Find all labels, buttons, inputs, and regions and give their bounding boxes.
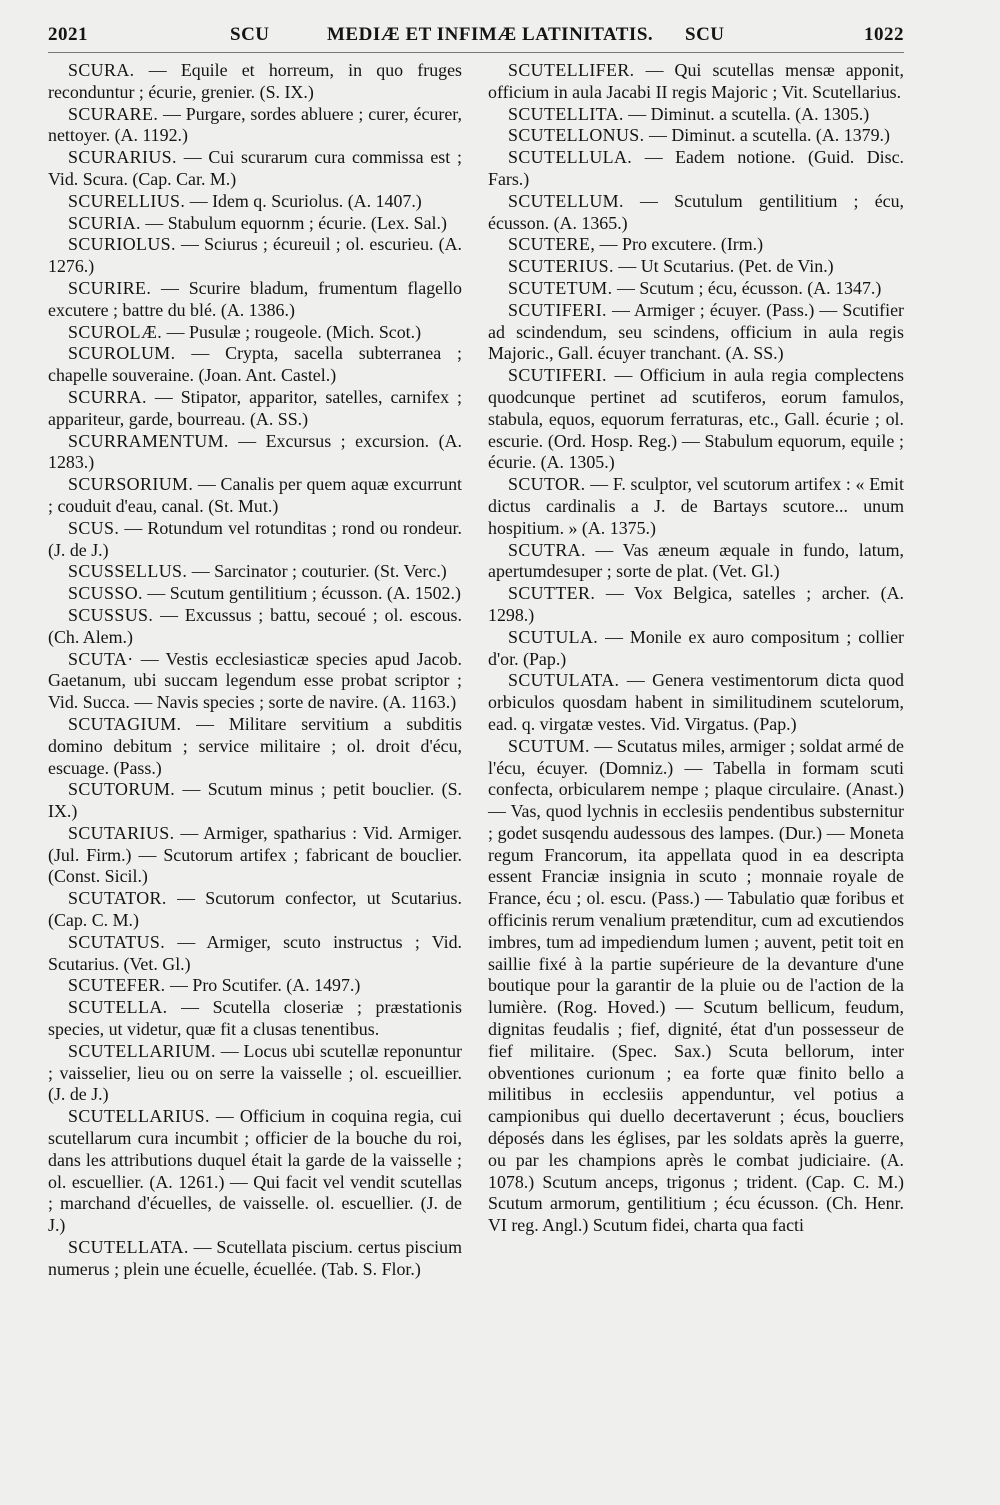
entry-definition: — Armiger, spatharius : Vid. Armiger. (Jul. Firm.) — Scutorum artifex ; fabricant de bouclier. (Const. Sicil.) <box>48 822 462 887</box>
running-head-right: SCU <box>685 24 725 45</box>
entry-definition: — Pusulæ ; rougeole. (Mich. Scot.) <box>162 321 422 342</box>
entry-headword: SCURIRE. <box>68 277 152 298</box>
entry-headword: SCUTTER. <box>508 583 596 604</box>
entry-headword: SCUTELLATA. <box>68 1237 189 1258</box>
entry-definition: — Vox Belgica, satelles ; archer. (A. 1298.) <box>488 583 904 625</box>
dictionary-entry <box>48 888 462 932</box>
dictionary-entry <box>48 1237 462 1281</box>
entry-definition: — Excussus ; battu, secoué ; ol. escous. (Ch. Alem.) <box>48 604 462 647</box>
dictionary-entry <box>488 256 904 278</box>
header-rule <box>48 52 904 53</box>
entry-headword: SCURARE. <box>68 103 159 124</box>
dictionary-entry <box>488 191 904 235</box>
dictionary-entry <box>48 649 462 714</box>
dictionary-entry <box>48 714 462 779</box>
dictionary-entry <box>488 60 904 104</box>
entry-headword: SCUTULATA. <box>508 670 620 691</box>
right-column <box>488 60 904 1237</box>
entry-definition: — Equile et horreum, in quo fruges reconduntur ; écurie, grenier. (S. IX.) <box>48 60 462 102</box>
dictionary-entry <box>488 474 904 539</box>
entry-headword: SCUTELLITA. <box>508 103 624 124</box>
dictionary-entry <box>48 191 462 213</box>
entry-headword: SCUROLÆ. <box>68 321 163 342</box>
dictionary-entry <box>48 343 462 387</box>
running-header <box>48 24 904 50</box>
entry-headword: SCURRA. <box>68 386 147 407</box>
entry-headword: SCURIA. <box>68 212 141 233</box>
entry-definition: — Canalis per quem aquæ excurrunt ; couduit d'eau, canal. (St. Mut.) <box>48 474 462 516</box>
entry-headword: SCUSSELLUS. <box>68 561 188 582</box>
entry-definition: — Rotundum vel rotunditas ; rond ou rondeur. (J. de J.) <box>48 517 462 560</box>
entry-definition: — Idem q. Scuriolus. (A. 1407.) <box>185 190 422 211</box>
left-column <box>48 60 462 1281</box>
entry-headword: SCURIOLUS. <box>68 234 176 255</box>
entry-definition: — Armiger, scuto instructus ; Vid. Scutarius. (Vet. Gl.) <box>48 931 462 974</box>
dictionary-entry <box>488 365 904 474</box>
dictionary-entry <box>488 300 904 365</box>
dictionary-entry <box>48 518 462 562</box>
dictionary-entry <box>488 736 904 1237</box>
dictionary-entry <box>48 60 462 104</box>
entry-headword: SCURRAMENTUM. <box>68 430 229 451</box>
dictionary-entry <box>48 823 462 888</box>
entry-definition: — Scutum gentilitium ; écusson. (A. 1502.) <box>142 583 461 604</box>
entry-definition: — Ut Scutarius. (Pet. de Vin.) <box>613 256 834 277</box>
entry-definition: — Monile ex auro compositum ; collier d'or. (Pap.) <box>488 626 904 669</box>
entry-definition: — Officium in aula regia complectens quodcunque pertinet ad scutiferos, eorum famulos, stabula, equos, equorum ferraturas, etc., Gall. écurie ; ol. escurie. (Ord. Hosp. Reg.) — Stabulum equorum, equile ; écurie. (A. 1305.) <box>488 365 904 473</box>
entry-definition: — Stabulum equornm ; écurie. (Lex. Sal.) <box>140 212 447 233</box>
dictionary-entry <box>488 104 904 126</box>
entry-definition: — Militare servitium a subditis domino debitum ; service militaire ; ol. droit d'écu, escuage. (Pass.) <box>48 713 462 778</box>
entry-headword: SCUTIFERI. <box>508 299 607 320</box>
dictionary-entry <box>48 605 462 649</box>
entry-headword: SCUTELLIFER. <box>508 60 635 80</box>
page-number-right: 1022 <box>864 24 904 45</box>
dictionary-entry <box>488 147 904 191</box>
entry-headword: SCURARIUS. <box>68 147 177 168</box>
entry-definition: — F. sculptor, vel scutorum artifex : « Emit dictus cardinalis a J. de Bartays scutore... unum hospitium. » (A. 1375.) <box>488 474 904 538</box>
entry-definition: — Eadem notione. (Guid. Disc. Fars.) <box>488 147 904 189</box>
entry-headword: SCUTRA. <box>508 539 586 560</box>
entry-headword: SCURA. <box>68 60 135 80</box>
entry-definition: — Excursus ; excursion. (A. 1283.) <box>48 430 462 473</box>
entry-headword: SCUTULA. <box>508 626 599 647</box>
entry-definition: — Scutella closeriæ ; præstationis species, ut videtur, quæ fit a clusas tenentibus. <box>48 997 462 1040</box>
entry-headword: SCUTETUM. <box>508 277 613 298</box>
entry-headword: SCUSSO. <box>68 583 143 604</box>
dictionary-entry <box>48 322 462 344</box>
entry-definition: — Scutellata piscium. certus piscium numerus ; plein une écuelle, écuellée. (Tab. S. Flor.) <box>48 1237 462 1279</box>
dictionary-entry <box>48 104 462 148</box>
dictionary-entry <box>488 540 904 584</box>
dictionary-entry <box>48 975 462 997</box>
entry-definition: — Purgare, sordes abluere ; curer, écurer, nettoyer. (A. 1192.) <box>48 103 462 146</box>
dictionary-entry <box>48 561 462 583</box>
entry-headword: SCURELLIUS. <box>68 190 186 211</box>
running-title: MEDIÆ ET INFIMÆ LATINITATIS. <box>327 24 654 45</box>
entry-headword: SCUSSUS. <box>68 604 154 625</box>
entry-definition: — Scutatus miles, armiger ; soldat armé de l'écu, écuyer. (Domniz.) — Tabella in formam scuti confecta, orbicularem nempe ; plaque circulaire. (Anast.) — Vas, quod lychnis in ecclesiis pendentibus substernitur ; godet susqendu audessous des lampes. (Dur.) — Moneta regum Francorum, ita appellata quod in ea descripta essent Franciæ insignia in scuto ; monnaie royale de France, écu ; ol. escu. (Pass.) — Tabulatio quæ foribus et officinis rerum venalium prætenditur, cum ad excutiendos imbres, tum ad impediendum lumen ; auvent, petit toit en saillie fixé à la partie supérieure de la devanture d'une boutique pour la garantir de la pluie ou de l'action de la lumière. (Rog. Hoved.) — Scutum bellicum, feudum, dignitas feudalis ; fief, dignité, état d'un possesseur de fief militaire. (Spec. Sax.) Scuta bellorum, inter obventiones curionum ; ea forte quæ finito bello a militibus in ecclesiis appenduntur, vel potius a campionibus qui duello decertaverunt ; écus, boucliers déposés dans les églises, par les soldats après la guerre, ou par les champions après le combat judiciaire. (A. 1078.) Scutum anceps, trigonus ; trident. (Cap. C. M.) Scutum armorum, gentilitium ; écu écusson. (Ch. Henr. VI reg. Angl.) Scutum fidei, charta qua facti <box>488 735 904 1236</box>
entry-headword: SCUTELLA. <box>68 997 168 1018</box>
entry-headword: SCUTERIUS. <box>508 256 614 277</box>
entry-definition: — Crypta, sacella subterranea ; chapelle souveraine. (Joan. Ant. Castel.) <box>48 343 462 386</box>
page-number-left: 2021 <box>48 24 88 45</box>
dictionary-entry <box>48 213 462 235</box>
dictionary-entry <box>48 387 462 431</box>
entry-definition: — Cui scurarum cura commissa est ; Vid. Scura. (Cap. Car. M.) <box>48 147 462 189</box>
entry-definition: — Officium in coquina regia, cui scutellarum cura incumbit ; officier de la bouche du roi, dans les attributions duquel était la garde de la vaisselle ; ol. escuellier. (A. 1261.) — Qui facit vel vendit scutellas ; marchand d'écuelles, de vaisselle. ol. escuellier. (J. de J.) <box>48 1106 462 1236</box>
dictionary-entry <box>48 1106 462 1237</box>
entry-headword: SCUTELLONUS. <box>508 125 645 146</box>
entry-headword: SCUTA· <box>68 648 134 669</box>
entry-definition: — Genera vestimentorum dicta quod orbiculos quosdam habent in similitudinem scutelorum, ead. q. virgatæ vestes. Vid. Virgatus. (Pap.) <box>488 670 904 734</box>
entry-headword: SCUROLUM. <box>68 343 176 364</box>
dictionary-entry <box>488 583 904 627</box>
dictionary-entry <box>488 627 904 671</box>
dictionary-entry <box>48 474 462 518</box>
entry-headword: SCUTATUS. <box>68 931 166 952</box>
dictionary-entry <box>48 147 462 191</box>
entry-definition: — Scutulum gentilitium ; écu, écusson. (A. 1365.) <box>488 190 904 233</box>
entry-definition: — Vestis ecclesiasticæ species apud Jacob. Gaetanum, ubi succam legendum esse probat scriptor ; Vid. Succa. — Navis species ; sorte de navire. (A. 1163.) <box>48 648 462 713</box>
entry-definition: — Pro Scutifer. (A. 1497.) <box>165 975 361 996</box>
entry-definition: — Scutum minus ; petit bouclier. (S. IX.) <box>48 779 462 822</box>
entry-headword: SCUTORUM. <box>68 779 176 800</box>
dictionary-entry <box>48 234 462 278</box>
dictionary-entry <box>488 125 904 147</box>
entry-headword: SCUTATOR. <box>68 888 167 909</box>
dictionary-entry <box>488 234 904 256</box>
entry-definition: — Scutum ; écu, écusson. (A. 1347.) <box>612 277 882 298</box>
running-head-left: SCU <box>230 24 270 45</box>
entry-headword: SCUS. <box>68 517 120 538</box>
entry-definition: — Pro excutere. (Irm.) <box>595 234 764 255</box>
dictionary-entry <box>48 583 462 605</box>
entry-definition: — Locus ubi scutellæ reponuntur ; vaisselier, lieu ou on serre la vaisselle ; ol. escueillier. (J. de J.) <box>48 1040 462 1105</box>
dictionary-entry <box>48 278 462 322</box>
entry-headword: SCUTELLARIUM. <box>68 1040 216 1061</box>
entry-headword: SCUTELLULA. <box>508 147 633 168</box>
dictionary-entry <box>488 278 904 300</box>
entry-headword: SCUTOR. <box>508 474 586 495</box>
entry-headword: SCUTELLARIUS. <box>68 1106 210 1127</box>
entry-headword: SCUTUM. <box>508 735 590 756</box>
dictionary-entry <box>48 997 462 1041</box>
dictionary-entry <box>48 1041 462 1106</box>
entry-headword: SCURSORIUM. <box>68 474 194 495</box>
dictionary-entry <box>488 670 904 735</box>
entry-headword: SCUTERE, <box>508 234 596 255</box>
entry-headword: SCUTAGIUM. <box>68 713 182 734</box>
entry-headword: SCUTEFER. <box>68 975 166 996</box>
entry-definition: — Sarcinator ; couturier. (St. Verc.) <box>187 561 447 582</box>
entry-definition: — Armiger ; écuyer. (Pass.) — Scutifier ad scindendum, seu scindens, officium in aula regis Majoric., Gall. écuyer tranchant. (A. SS.) <box>488 299 904 364</box>
entry-definition: — Sciurus ; écureuil ; ol. escurieu. (A. 1276.) <box>48 234 462 277</box>
entry-headword: SCUTELLUM. <box>508 190 624 211</box>
entry-definition: — Scutorum confector, ut Scutarius. (Cap. C. M.) <box>48 888 462 931</box>
entry-definition: — Stipator, apparitor, satelles, carnifex ; appariteur, garde, bourreau. (A. SS.) <box>48 386 462 429</box>
dictionary-entry <box>48 932 462 976</box>
entry-definition: — Diminut. a scutella. (A. 1305.) <box>623 103 870 124</box>
dictionary-entry <box>48 431 462 475</box>
dictionary-entry <box>48 779 462 823</box>
entry-headword: SCUTIFERI. <box>508 365 607 386</box>
entry-definition: — Qui scutellas mensæ apponit, officium in aula Jacabi II regis Majoric ; Vit. Scutellarius. <box>488 60 904 102</box>
entry-definition: — Diminut. a scutella. (A. 1379.) <box>644 125 890 146</box>
entry-headword: SCUTARIUS. <box>68 822 175 843</box>
entry-definition: — Vas æneum æquale in fundo, latum, apertumdesuper ; sorte de plat. (Vet. Gl.) <box>488 539 904 582</box>
entry-definition: — Scurire bladum, frumentum flagello excutere ; battre du blé. (A. 1386.) <box>48 277 462 320</box>
